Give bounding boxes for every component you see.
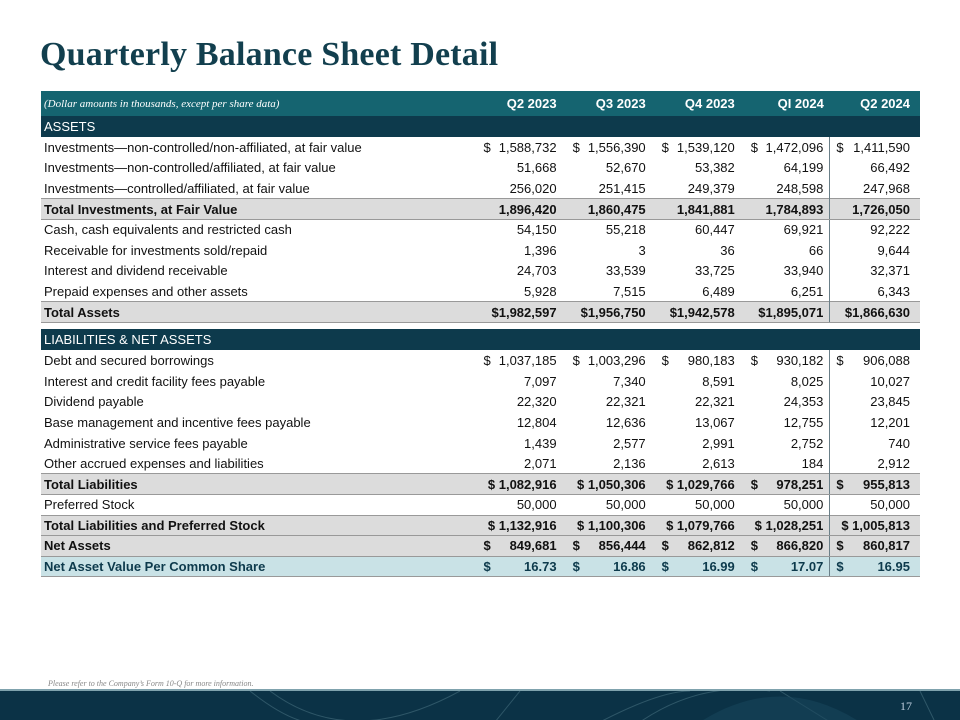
row-label: Cash, cash equivalents and restricted cash	[44, 222, 292, 238]
cell-value: 1,726,050	[852, 201, 910, 217]
cell-value: 22,321	[605, 394, 646, 410]
value-cell	[563, 515, 652, 536]
cell-value: 1,003,296	[587, 353, 646, 369]
cell-value: 16.95	[877, 559, 910, 575]
cell-value: 51,668	[516, 160, 557, 176]
cell-value: $ 1,100,306	[576, 517, 646, 533]
value-cell	[563, 433, 652, 454]
cell-value: 50,000	[605, 497, 646, 513]
value-cell	[563, 392, 652, 413]
value-cell	[741, 281, 830, 302]
cell-value: 2,752	[790, 435, 824, 451]
cell-value: 1,539,120	[676, 139, 735, 155]
row-label: Investments—non-controlled/affiliated, at fair value	[44, 160, 336, 176]
value-cell	[830, 412, 920, 433]
value-cell	[563, 350, 652, 371]
cell-value: 980,183	[687, 353, 735, 369]
cell-value: 9,644	[877, 242, 910, 258]
cell-value: 1,396	[524, 242, 557, 258]
value-cell	[473, 495, 562, 516]
row-label: Interest and dividend receivable	[44, 263, 228, 279]
value-cell	[741, 219, 830, 240]
value-cell	[652, 536, 741, 557]
value-cell	[652, 453, 741, 474]
row-label: Total Investments, at Fair Value	[41, 199, 473, 220]
value-cell	[563, 371, 652, 392]
value-cell	[830, 371, 920, 392]
value-cell	[652, 474, 741, 495]
value-cell	[473, 240, 562, 261]
value-cell	[830, 392, 920, 413]
cell-value: 249,379	[687, 180, 735, 196]
row-label: Interest and credit facility fees payable	[44, 373, 266, 389]
cell-value: 2,577	[613, 435, 646, 451]
value-cell	[741, 536, 830, 557]
balance-sheet-table	[41, 91, 920, 577]
cell-value: $1,956,750	[580, 304, 646, 320]
cell-value: 50,000	[695, 497, 735, 513]
value-cell	[830, 302, 920, 323]
dollar-sign: $	[483, 559, 491, 575]
value-cell	[563, 412, 652, 433]
column-header-row	[41, 91, 920, 116]
dollar-sign: $	[750, 559, 758, 575]
value-cell	[741, 433, 830, 454]
value-cell	[741, 178, 830, 199]
value-cell	[830, 261, 920, 282]
value-cell	[652, 281, 741, 302]
dollar-sign: $	[750, 139, 758, 155]
cell-value: 53,382	[695, 160, 735, 176]
value-cell	[652, 515, 741, 536]
dollar-sign: $	[483, 139, 491, 155]
footer-bar	[0, 689, 960, 720]
value-cell	[473, 453, 562, 474]
row-label: Dividend payable	[44, 394, 144, 410]
cell-value: 33,725	[695, 263, 735, 279]
cell-value: 1,472,096	[765, 139, 824, 155]
value-cell	[741, 412, 830, 433]
row-label: Total Liabilities	[41, 474, 473, 495]
cell-value: 866,820	[776, 538, 824, 554]
value-cell	[741, 495, 830, 516]
value-cell	[830, 178, 920, 199]
row-label: Investments—non-controlled/non-affiliated, at fair value	[44, 139, 362, 155]
value-cell	[830, 495, 920, 516]
value-cell	[830, 158, 920, 179]
cell-value: 12,201	[870, 414, 910, 430]
cell-value: $ 1,028,251	[754, 517, 824, 533]
cell-value: 2,912	[877, 455, 910, 471]
page-number: 17	[900, 699, 912, 713]
cell-value: 32,371	[870, 263, 910, 279]
value-cell	[830, 281, 920, 302]
dollar-sign: $	[836, 353, 844, 369]
spacer-cell	[41, 322, 920, 329]
value-cell	[473, 556, 562, 577]
value-cell	[830, 240, 920, 261]
dollar-sign: $	[750, 538, 758, 554]
row-label: Total Liabilities and Preferred Stock	[41, 515, 473, 536]
table-row	[41, 240, 920, 261]
value-cell	[652, 495, 741, 516]
value-cell	[473, 412, 562, 433]
value-cell	[830, 453, 920, 474]
table-row	[41, 556, 920, 577]
cell-value: 17.07	[790, 559, 824, 575]
value-cell	[652, 219, 741, 240]
cell-value: 2,071	[524, 455, 557, 471]
value-cell	[830, 219, 920, 240]
cell-value: 22,321	[695, 394, 735, 410]
value-cell	[563, 261, 652, 282]
cell-value: $ 1,132,916	[487, 517, 557, 533]
cell-value: 12,804	[516, 414, 557, 430]
value-cell	[563, 536, 652, 557]
cell-value: 6,489	[702, 283, 735, 299]
spacer	[41, 322, 920, 329]
cell-value: 247,968	[863, 180, 910, 196]
cell-value: 955,813	[863, 476, 910, 492]
value-cell	[741, 453, 830, 474]
section-heading: LIABILITIES & NET ASSETS	[41, 329, 920, 350]
row-label: Administrative service fees payable	[44, 435, 248, 451]
cell-value: 23,845	[870, 394, 910, 410]
value-cell	[830, 515, 920, 536]
cell-value: 8,025	[790, 373, 824, 389]
cell-value: 6,343	[877, 283, 910, 299]
cell-value: 33,940	[783, 263, 824, 279]
cell-value: 1,588,732	[498, 139, 557, 155]
value-cell	[563, 474, 652, 495]
value-cell	[473, 199, 562, 220]
table-row	[41, 536, 920, 557]
dollar-sign: $	[661, 353, 669, 369]
value-cell	[473, 158, 562, 179]
cell-value: 256,020	[509, 180, 557, 196]
dollar-sign: $	[572, 559, 580, 575]
value-cell	[652, 556, 741, 577]
table-row	[41, 515, 920, 536]
value-cell	[473, 371, 562, 392]
cell-value: $1,982,597	[491, 304, 557, 320]
row-label: Net Assets	[41, 536, 473, 557]
cell-value: 2,613	[702, 455, 735, 471]
row-label: Receivable for investments sold/repaid	[44, 242, 268, 258]
cell-value: 1,037,185	[498, 353, 557, 369]
footer-decoration	[0, 691, 960, 720]
cell-value: 16.86	[613, 559, 646, 575]
cell-value: $ 1,079,766	[666, 517, 735, 533]
cell-value: 55,218	[605, 222, 646, 238]
table-row	[41, 392, 920, 413]
cell-value: 7,097	[524, 373, 557, 389]
dollar-sign: $	[836, 139, 844, 155]
table-row	[41, 350, 920, 371]
value-cell	[652, 392, 741, 413]
cell-value: 184	[801, 455, 824, 471]
value-cell	[563, 219, 652, 240]
dollar-sign: $	[483, 538, 491, 554]
dollar-sign: $	[661, 538, 669, 554]
row-label: Total Assets	[41, 302, 473, 323]
cell-value: 69,921	[783, 222, 824, 238]
value-cell	[473, 433, 562, 454]
cell-value: 1,439	[524, 435, 557, 451]
value-cell	[652, 433, 741, 454]
cell-value: 862,812	[687, 538, 735, 554]
value-cell	[473, 302, 562, 323]
cell-value: 64,199	[783, 160, 824, 176]
table-row	[41, 199, 920, 220]
cell-value: 1,556,390	[587, 139, 646, 155]
cell-value: 1,896,420	[498, 201, 557, 217]
cell-value: $ 1,029,766	[666, 476, 735, 492]
cell-value: $1,866,630	[844, 304, 910, 320]
value-cell	[830, 350, 920, 371]
value-cell	[652, 158, 741, 179]
cell-value: 16.99	[702, 559, 735, 575]
cell-value: 7,340	[613, 373, 646, 389]
cell-value: 8,591	[702, 373, 735, 389]
value-cell	[830, 433, 920, 454]
value-cell	[563, 556, 652, 577]
value-cell	[473, 474, 562, 495]
value-cell	[563, 240, 652, 261]
dollar-sign: $	[750, 476, 758, 492]
value-cell	[473, 137, 562, 158]
row-label: Net Asset Value Per Common Share	[41, 556, 473, 577]
cell-value: 5,928	[524, 283, 557, 299]
cell-value: 50,000	[516, 497, 557, 513]
row-label: Preferred Stock	[44, 497, 135, 513]
dollar-sign: $	[572, 353, 580, 369]
row-label: Debt and secured borrowings	[44, 353, 214, 369]
cell-value: 930,182	[776, 353, 824, 369]
value-cell	[830, 536, 920, 557]
dollar-sign: $	[750, 353, 758, 369]
dollar-sign: $	[483, 353, 491, 369]
cell-value: 1,841,881	[676, 201, 735, 217]
cell-value: 50,000	[870, 497, 910, 513]
dollar-sign: $	[572, 139, 580, 155]
units-note: (Dollar amounts in thousands, except per share data)	[41, 91, 473, 116]
table-row	[41, 371, 920, 392]
value-cell	[563, 137, 652, 158]
value-cell	[741, 261, 830, 282]
cell-value: 24,353	[783, 394, 824, 410]
value-cell	[652, 137, 741, 158]
cell-value: $ 1,050,306	[576, 476, 646, 492]
cell-value: $ 1,005,813	[841, 517, 910, 533]
table-row	[41, 178, 920, 199]
value-cell	[741, 240, 830, 261]
column-header: Q4 2023	[652, 91, 741, 116]
value-cell	[830, 556, 920, 577]
value-cell	[741, 350, 830, 371]
value-cell	[830, 199, 920, 220]
cell-value: $1,895,071	[758, 304, 824, 320]
table-row	[41, 412, 920, 433]
value-cell	[652, 371, 741, 392]
value-cell	[473, 392, 562, 413]
value-cell	[473, 536, 562, 557]
value-cell	[563, 495, 652, 516]
dollar-sign: $	[836, 538, 844, 554]
table-row	[41, 302, 920, 323]
cell-value: 12,755	[783, 414, 824, 430]
dollar-sign: $	[836, 559, 844, 575]
cell-value: 6,251	[790, 283, 824, 299]
cell-value: 24,703	[516, 263, 557, 279]
cell-value: 740	[888, 435, 910, 451]
column-header: Q2 2024	[830, 91, 920, 116]
value-cell	[652, 199, 741, 220]
value-cell	[741, 556, 830, 577]
footnote: Please refer to the Company’s Form 10-Q for more information.	[48, 679, 254, 688]
row-label: Base management and incentive fees payable	[44, 414, 311, 430]
dollar-sign: $	[661, 559, 669, 575]
value-cell	[741, 392, 830, 413]
table-row	[41, 281, 920, 302]
cell-value: 906,088	[863, 353, 910, 369]
cell-value: 860,817	[863, 538, 910, 554]
cell-value: 66,492	[870, 160, 910, 176]
cell-value: 52,670	[605, 160, 646, 176]
dollar-sign: $	[572, 538, 580, 554]
dollar-sign: $	[661, 139, 669, 155]
value-cell	[652, 261, 741, 282]
value-cell	[830, 137, 920, 158]
section-header-row	[41, 329, 920, 350]
value-cell	[652, 412, 741, 433]
table-row	[41, 219, 920, 240]
value-cell	[741, 474, 830, 495]
table-row	[41, 453, 920, 474]
cell-value: 16.73	[524, 559, 557, 575]
cell-value: 978,251	[776, 476, 824, 492]
cell-value: 54,150	[516, 222, 557, 238]
cell-value: 2,991	[702, 435, 735, 451]
page-title: Quarterly Balance Sheet Detail	[40, 36, 499, 73]
table-row	[41, 137, 920, 158]
cell-value: 66	[808, 242, 824, 258]
cell-value: 2,136	[613, 455, 646, 471]
cell-value: 12,636	[605, 414, 646, 430]
row-label: Other accrued expenses and liabilities	[44, 455, 264, 471]
cell-value: 1,784,893	[765, 201, 824, 217]
cell-value: 60,447	[695, 222, 735, 238]
cell-value: 251,415	[598, 180, 646, 196]
value-cell	[473, 261, 562, 282]
value-cell	[473, 515, 562, 536]
cell-value: 33,539	[605, 263, 646, 279]
value-cell	[741, 199, 830, 220]
cell-value: 856,444	[598, 538, 646, 554]
value-cell	[473, 219, 562, 240]
cell-value: $1,942,578	[669, 304, 735, 320]
value-cell	[830, 474, 920, 495]
column-header: Q2 2023	[473, 91, 562, 116]
cell-value: 22,320	[516, 394, 557, 410]
table-row	[41, 433, 920, 454]
cell-value: 1,411,590	[853, 139, 910, 155]
value-cell	[473, 350, 562, 371]
table-row	[41, 158, 920, 179]
row-label: Prepaid expenses and other assets	[44, 283, 248, 299]
value-cell	[741, 302, 830, 323]
cell-value: 10,027	[870, 373, 910, 389]
section-heading: ASSETS	[41, 116, 920, 137]
value-cell	[563, 178, 652, 199]
value-cell	[741, 137, 830, 158]
cell-value: $ 1,082,916	[487, 476, 557, 492]
value-cell	[741, 371, 830, 392]
value-cell	[563, 453, 652, 474]
cell-value: 3	[638, 242, 646, 258]
cell-value: 92,222	[870, 222, 910, 238]
table-row	[41, 474, 920, 495]
cell-value: 7,515	[613, 283, 646, 299]
cell-value: 849,681	[509, 538, 557, 554]
value-cell	[741, 515, 830, 536]
section-header-row	[41, 116, 920, 137]
table-row	[41, 261, 920, 282]
value-cell	[563, 281, 652, 302]
value-cell	[652, 350, 741, 371]
value-cell	[563, 199, 652, 220]
cell-value: 50,000	[783, 497, 824, 513]
value-cell	[652, 178, 741, 199]
column-header: Q3 2023	[563, 91, 652, 116]
row-label: Investments—controlled/affiliated, at fair value	[44, 180, 310, 196]
table-row	[41, 495, 920, 516]
value-cell	[563, 302, 652, 323]
cell-value: 1,860,475	[587, 201, 646, 217]
value-cell	[563, 158, 652, 179]
value-cell	[652, 240, 741, 261]
value-cell	[652, 302, 741, 323]
value-cell	[473, 178, 562, 199]
value-cell	[741, 158, 830, 179]
cell-value: 248,598	[776, 180, 824, 196]
cell-value: 36	[720, 242, 735, 258]
column-header: QI 2024	[741, 91, 830, 116]
cell-value: 13,067	[695, 414, 735, 430]
dollar-sign: $	[836, 476, 844, 492]
value-cell	[473, 281, 562, 302]
